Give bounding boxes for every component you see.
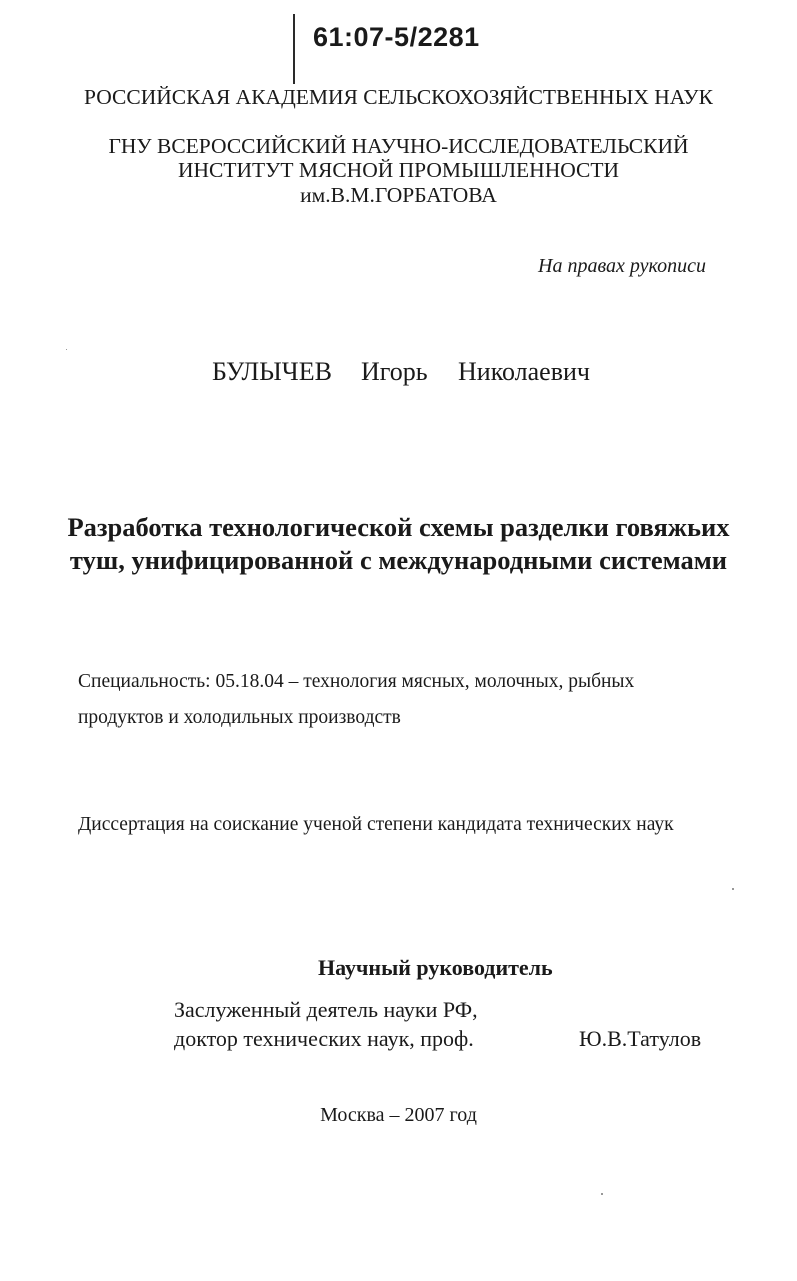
academy-name: РОССИЙСКАЯ АКАДЕМИЯ СЕЛЬСКОХОЗЯЙСТВЕННЫХ НАУК (84, 85, 713, 109)
institute-name-line-3: им.В.М.ГОРБАТОВА (300, 183, 497, 207)
thesis-title-line-1: Разработка технологической схемы разделки говяжьих (67, 512, 730, 542)
manuscript-rights-note: На правах рукописи (538, 255, 706, 277)
dissertation-degree-statement: Диссертация на соискание ученой степени кандидата технических наук (78, 814, 674, 835)
supervisor-heading: Научный руководитель (318, 955, 553, 980)
thesis-title-line-2: туш, унифицированной с международными системами (69, 545, 728, 575)
specialty-line-1: Специальность: 05.18.04 – технология мясных, молочных, рыбных (78, 671, 635, 692)
institute-name-line-2: ИНСТИТУТ МЯСНОЙ ПРОМЫШЛЕННОСТИ (177, 158, 620, 182)
author-first-name: Игорь (361, 357, 428, 386)
scan-speck (732, 888, 734, 890)
scan-speck (66, 349, 67, 350)
scan-speck (601, 1193, 603, 1195)
supervisor-title-line-1: Заслуженный деятель науки РФ, (174, 997, 478, 1022)
stamp-vertical-line (293, 14, 295, 84)
document-number-stamp: 61:07-5/2281 (313, 22, 480, 52)
city-and-year: Москва – 2007 год (320, 1104, 477, 1126)
specialty-line-2: продуктов и холодильных производств (78, 707, 401, 728)
institute-name-line-1: ГНУ ВСЕРОССИЙСКИЙ НАУЧНО-ИССЛЕДОВАТЕЛЬСКИЙ (108, 134, 689, 158)
author-patronymic: Николаевич (458, 357, 590, 386)
supervisor-name: Ю.В.Татулов (579, 1026, 702, 1051)
author-surname: БУЛЫЧЕВ (212, 357, 332, 386)
supervisor-title-line-2: доктор технических наук, проф. (174, 1026, 474, 1051)
